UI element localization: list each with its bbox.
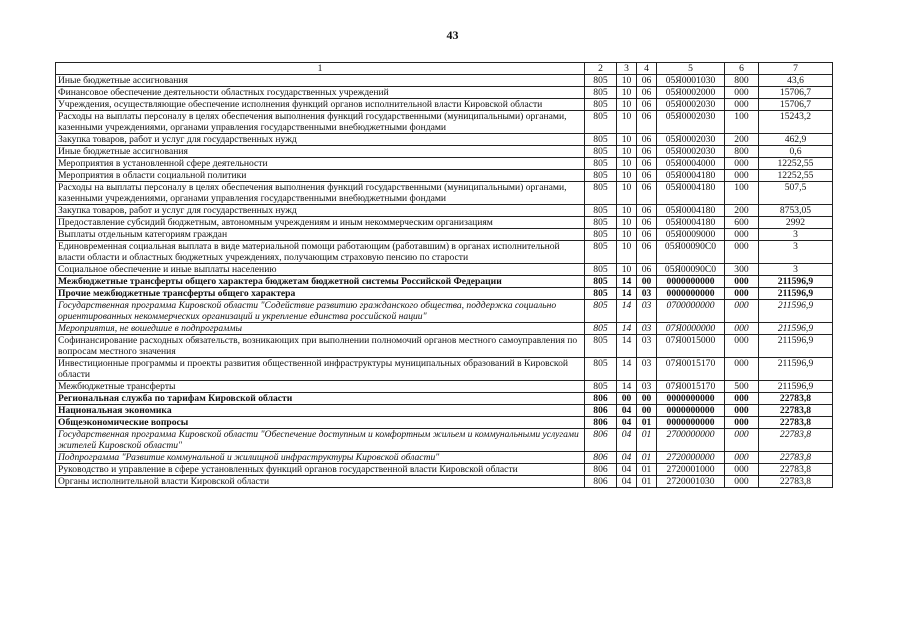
row-amount-cell: 211596,9 xyxy=(759,288,833,300)
row-section-cell: 14 xyxy=(617,358,637,381)
row-subsection-cell: 03 xyxy=(637,381,657,393)
column-header-6: 6 xyxy=(725,63,759,75)
row-subsection-cell: 00 xyxy=(637,405,657,417)
row-expense-type-cell: 200 xyxy=(725,205,759,217)
row-target-article-cell: 05Я0002000 xyxy=(657,87,725,99)
table-row xyxy=(56,452,833,464)
row-section-cell: 10 xyxy=(617,217,637,229)
row-target-article-cell: 07Я0000000 xyxy=(657,323,725,335)
row-expense-type-cell: 800 xyxy=(725,146,759,158)
row-code-cell: 805 xyxy=(585,229,617,241)
row-section-cell: 10 xyxy=(617,229,637,241)
row-section-cell: 14 xyxy=(617,381,637,393)
row-code-cell: 805 xyxy=(585,111,617,134)
row-name-cell: Социальное обеспечение и иные выплаты населению xyxy=(56,264,585,276)
table-row xyxy=(56,205,833,217)
column-header-5: 5 xyxy=(657,63,725,75)
row-section-cell: 10 xyxy=(617,75,637,87)
row-section-cell: 14 xyxy=(617,288,637,300)
row-subsection-cell: 03 xyxy=(637,288,657,300)
row-target-article-cell: 05Я0002030 xyxy=(657,111,725,134)
row-expense-type-cell: 000 xyxy=(725,476,759,488)
row-amount-cell: 2992 xyxy=(759,217,833,229)
table-row xyxy=(56,264,833,276)
row-section-cell: 10 xyxy=(617,170,637,182)
row-subsection-cell: 01 xyxy=(637,452,657,464)
table-header-row xyxy=(56,63,833,75)
row-name-cell: Закупка товаров, работ и услуг для государственных нужд xyxy=(56,205,585,217)
table-row xyxy=(56,111,833,134)
row-name-cell: Подпрограмма "Развитие коммунальной и жилищной инфраструктуры Кировской области" xyxy=(56,452,585,464)
row-amount-cell: 22783,8 xyxy=(759,429,833,452)
row-target-article-cell: 05Я00090С0 xyxy=(657,241,725,264)
row-subsection-cell: 06 xyxy=(637,111,657,134)
row-amount-cell: 15243,2 xyxy=(759,111,833,134)
row-code-cell: 805 xyxy=(585,99,617,111)
row-expense-type-cell: 000 xyxy=(725,276,759,288)
row-name-cell: Межбюджетные трансферты общего характера бюджетам бюджетной системы Российской Федерации xyxy=(56,276,585,288)
row-expense-type-cell: 100 xyxy=(725,182,759,205)
row-code-cell: 805 xyxy=(585,276,617,288)
row-code-cell: 805 xyxy=(585,264,617,276)
row-section-cell: 10 xyxy=(617,158,637,170)
row-name-cell: Финансовое обеспечение деятельности областных государственных учреждений xyxy=(56,87,585,99)
row-subsection-cell: 06 xyxy=(637,99,657,111)
row-subsection-cell: 06 xyxy=(637,229,657,241)
table-row xyxy=(56,99,833,111)
row-target-article-cell: 05Я0002030 xyxy=(657,134,725,146)
row-subsection-cell: 03 xyxy=(637,323,657,335)
row-target-article-cell: 0700000000 xyxy=(657,300,725,323)
row-amount-cell: 12252,55 xyxy=(759,170,833,182)
row-section-cell: 10 xyxy=(617,264,637,276)
row-subsection-cell: 06 xyxy=(637,75,657,87)
row-subsection-cell: 06 xyxy=(637,146,657,158)
row-target-article-cell: 05Я0004000 xyxy=(657,158,725,170)
column-header-7: 7 xyxy=(759,63,833,75)
row-subsection-cell: 01 xyxy=(637,417,657,429)
row-name-cell: Иные бюджетные ассигнования xyxy=(56,146,585,158)
row-code-cell: 805 xyxy=(585,288,617,300)
row-code-cell: 805 xyxy=(585,323,617,335)
row-subsection-cell: 03 xyxy=(637,300,657,323)
row-code-cell: 805 xyxy=(585,241,617,264)
row-subsection-cell: 06 xyxy=(637,264,657,276)
row-section-cell: 10 xyxy=(617,146,637,158)
row-amount-cell: 22783,8 xyxy=(759,452,833,464)
row-amount-cell: 462,9 xyxy=(759,134,833,146)
table-row xyxy=(56,241,833,264)
row-name-cell: Выплаты отдельным категориям граждан xyxy=(56,229,585,241)
row-name-cell: Расходы на выплаты персоналу в целях обеспечения выполнения функций государственными (муниципальными) органами, казенными учреждениями, органами управления государственными внебюджетными фондами xyxy=(56,182,585,205)
row-code-cell: 805 xyxy=(585,381,617,393)
row-section-cell: 10 xyxy=(617,241,637,264)
row-section-cell: 04 xyxy=(617,417,637,429)
row-expense-type-cell: 800 xyxy=(725,75,759,87)
row-amount-cell: 15706,7 xyxy=(759,99,833,111)
row-subsection-cell: 06 xyxy=(637,241,657,264)
row-name-cell: Национальная экономика xyxy=(56,405,585,417)
row-expense-type-cell: 000 xyxy=(725,358,759,381)
column-header-3: 3 xyxy=(617,63,637,75)
row-name-cell: Расходы на выплаты персоналу в целях обеспечения выполнения функций государственными (муниципальными) органами, казенными учреждениями, органами управления государственными внебюджетными фондами xyxy=(56,111,585,134)
column-header-2: 2 xyxy=(585,63,617,75)
row-code-cell: 806 xyxy=(585,393,617,405)
row-subsection-cell: 06 xyxy=(637,134,657,146)
row-section-cell: 14 xyxy=(617,335,637,358)
row-target-article-cell: 0000000000 xyxy=(657,288,725,300)
row-code-cell: 805 xyxy=(585,170,617,182)
row-target-article-cell: 05Я0004180 xyxy=(657,182,725,205)
row-target-article-cell: 0000000000 xyxy=(657,417,725,429)
row-section-cell: 14 xyxy=(617,323,637,335)
row-amount-cell: 15706,7 xyxy=(759,87,833,99)
row-name-cell: Софинансирование расходных обязательств, возникающих при выполнении полномочий органов местного самоуправления по вопросам местного значения xyxy=(56,335,585,358)
row-expense-type-cell: 000 xyxy=(725,158,759,170)
row-target-article-cell: 05Я0004180 xyxy=(657,170,725,182)
table-row xyxy=(56,393,833,405)
row-target-article-cell: 05Я0009000 xyxy=(657,229,725,241)
row-section-cell: 10 xyxy=(617,87,637,99)
row-section-cell: 04 xyxy=(617,429,637,452)
row-name-cell: Государственная программа Кировской области "Содействие развитию гражданского общества, поддержка социально ориентированных некоммерческих организаций и укрепление единства российской нации" xyxy=(56,300,585,323)
row-code-cell: 805 xyxy=(585,300,617,323)
row-code-cell: 806 xyxy=(585,405,617,417)
row-code-cell: 805 xyxy=(585,158,617,170)
row-name-cell: Иные бюджетные ассигнования xyxy=(56,75,585,87)
row-name-cell: Единовременная социальная выплата в виде материальной помощи работающим (работавшим) в органах исполнительной власти области и областных бюджетных учреждениях, получающим страховую пенсию по старости xyxy=(56,241,585,264)
row-code-cell: 805 xyxy=(585,217,617,229)
row-section-cell: 04 xyxy=(617,464,637,476)
row-name-cell: Мероприятия, не вошедшие в подпрограммы xyxy=(56,323,585,335)
table-row xyxy=(56,182,833,205)
row-target-article-cell: 05Я0002030 xyxy=(657,146,725,158)
row-amount-cell: 211596,9 xyxy=(759,335,833,358)
row-expense-type-cell: 000 xyxy=(725,335,759,358)
row-section-cell: 10 xyxy=(617,134,637,146)
row-name-cell: Общеэкономические вопросы xyxy=(56,417,585,429)
row-target-article-cell: 05Я0001030 xyxy=(657,75,725,87)
row-amount-cell: 211596,9 xyxy=(759,381,833,393)
table-row xyxy=(56,276,833,288)
row-expense-type-cell: 000 xyxy=(725,300,759,323)
row-amount-cell: 3 xyxy=(759,229,833,241)
row-target-article-cell: 2720000000 xyxy=(657,452,725,464)
table-row xyxy=(56,300,833,323)
row-subsection-cell: 06 xyxy=(637,170,657,182)
row-section-cell: 04 xyxy=(617,476,637,488)
row-subsection-cell: 06 xyxy=(637,217,657,229)
row-target-article-cell: 05Я0004180 xyxy=(657,217,725,229)
row-target-article-cell: 05Я0002030 xyxy=(657,99,725,111)
row-section-cell: 04 xyxy=(617,405,637,417)
row-code-cell: 805 xyxy=(585,134,617,146)
row-expense-type-cell: 600 xyxy=(725,217,759,229)
table-row xyxy=(56,323,833,335)
row-subsection-cell: 03 xyxy=(637,335,657,358)
row-section-cell: 10 xyxy=(617,182,637,205)
row-amount-cell: 211596,9 xyxy=(759,276,833,288)
row-code-cell: 805 xyxy=(585,75,617,87)
row-amount-cell: 22783,8 xyxy=(759,393,833,405)
row-expense-type-cell: 000 xyxy=(725,323,759,335)
row-amount-cell: 8753,05 xyxy=(759,205,833,217)
row-subsection-cell: 06 xyxy=(637,87,657,99)
row-amount-cell: 3 xyxy=(759,241,833,264)
table-body xyxy=(56,63,833,488)
row-section-cell: 10 xyxy=(617,111,637,134)
row-amount-cell: 22783,8 xyxy=(759,417,833,429)
row-amount-cell: 211596,9 xyxy=(759,300,833,323)
table-row xyxy=(56,417,833,429)
row-amount-cell: 22783,8 xyxy=(759,464,833,476)
column-header-4: 4 xyxy=(637,63,657,75)
row-target-article-cell: 07Я0015170 xyxy=(657,358,725,381)
row-expense-type-cell: 000 xyxy=(725,452,759,464)
row-name-cell: Межбюджетные трансферты xyxy=(56,381,585,393)
row-name-cell: Государственная программа Кировской области "Обеспечение доступным и комфортным жильем и коммунальными услугами жителей Кировской области" xyxy=(56,429,585,452)
row-subsection-cell: 01 xyxy=(637,464,657,476)
table-row xyxy=(56,288,833,300)
row-target-article-cell: 2720001030 xyxy=(657,476,725,488)
row-target-article-cell: 0000000000 xyxy=(657,405,725,417)
row-expense-type-cell: 000 xyxy=(725,241,759,264)
row-code-cell: 806 xyxy=(585,429,617,452)
table-row xyxy=(56,229,833,241)
row-code-cell: 806 xyxy=(585,452,617,464)
table-row xyxy=(56,75,833,87)
row-name-cell: Предоставление субсидий бюджетным, автономным учреждениям и иным некоммерческим организациям xyxy=(56,217,585,229)
row-amount-cell: 22783,8 xyxy=(759,476,833,488)
row-section-cell: 04 xyxy=(617,452,637,464)
row-amount-cell: 0,6 xyxy=(759,146,833,158)
page-number: 43 xyxy=(446,28,459,42)
row-name-cell: Мероприятия в установленной сфере деятельности xyxy=(56,158,585,170)
row-expense-type-cell: 200 xyxy=(725,134,759,146)
row-name-cell: Учреждения, осуществляющие обеспечение исполнения функций органов исполнительной власти Кировской области xyxy=(56,99,585,111)
row-name-cell: Мероприятия в области социальной политики xyxy=(56,170,585,182)
row-subsection-cell: 01 xyxy=(637,476,657,488)
row-code-cell: 805 xyxy=(585,87,617,99)
row-amount-cell: 211596,9 xyxy=(759,358,833,381)
row-amount-cell: 3 xyxy=(759,264,833,276)
table-row xyxy=(56,170,833,182)
row-section-cell: 14 xyxy=(617,276,637,288)
row-code-cell: 806 xyxy=(585,417,617,429)
table-row xyxy=(56,146,833,158)
row-name-cell: Руководство и управление в сфере установленных функций органов государственной власти Кировской области xyxy=(56,464,585,476)
row-name-cell: Инвестиционные программы и проекты развития общественной инфраструктуры муниципальных образований в Кировской области xyxy=(56,358,585,381)
row-target-article-cell: 0000000000 xyxy=(657,393,725,405)
row-expense-type-cell: 000 xyxy=(725,99,759,111)
row-target-article-cell: 2700000000 xyxy=(657,429,725,452)
column-header-1: 1 xyxy=(56,63,585,75)
row-amount-cell: 507,5 xyxy=(759,182,833,205)
row-target-article-cell: 0000000000 xyxy=(657,276,725,288)
table-row xyxy=(56,429,833,452)
row-code-cell: 805 xyxy=(585,358,617,381)
row-name-cell: Закупка товаров, работ и услуг для государственных нужд xyxy=(56,134,585,146)
row-code-cell: 806 xyxy=(585,476,617,488)
row-expense-type-cell: 000 xyxy=(725,288,759,300)
table-row xyxy=(56,335,833,358)
row-expense-type-cell: 000 xyxy=(725,393,759,405)
row-code-cell: 805 xyxy=(585,205,617,217)
row-target-article-cell: 07Я0015170 xyxy=(657,381,725,393)
row-code-cell: 806 xyxy=(585,464,617,476)
row-amount-cell: 211596,9 xyxy=(759,323,833,335)
budget-table xyxy=(55,62,833,488)
row-amount-cell: 12252,55 xyxy=(759,158,833,170)
table-row xyxy=(56,217,833,229)
table-row xyxy=(56,158,833,170)
row-amount-cell: 22783,8 xyxy=(759,405,833,417)
row-expense-type-cell: 000 xyxy=(725,229,759,241)
row-expense-type-cell: 000 xyxy=(725,417,759,429)
row-name-cell: Прочие межбюджетные трансферты общего характера xyxy=(56,288,585,300)
row-subsection-cell: 03 xyxy=(637,358,657,381)
row-target-article-cell: 05Я0004180 xyxy=(657,205,725,217)
table-row xyxy=(56,405,833,417)
row-expense-type-cell: 000 xyxy=(725,405,759,417)
row-subsection-cell: 01 xyxy=(637,429,657,452)
row-expense-type-cell: 500 xyxy=(725,381,759,393)
row-subsection-cell: 06 xyxy=(637,182,657,205)
row-target-article-cell: 2720001000 xyxy=(657,464,725,476)
row-target-article-cell: 07Я0015000 xyxy=(657,335,725,358)
table-row xyxy=(56,134,833,146)
row-name-cell: Органы исполнительной власти Кировской области xyxy=(56,476,585,488)
row-section-cell: 10 xyxy=(617,205,637,217)
row-amount-cell: 43,6 xyxy=(759,75,833,87)
table-row xyxy=(56,381,833,393)
row-code-cell: 805 xyxy=(585,335,617,358)
table-row xyxy=(56,358,833,381)
row-target-article-cell: 05Я00090С0 xyxy=(657,264,725,276)
row-expense-type-cell: 300 xyxy=(725,264,759,276)
row-section-cell: 00 xyxy=(617,393,637,405)
row-subsection-cell: 00 xyxy=(637,276,657,288)
row-expense-type-cell: 000 xyxy=(725,464,759,476)
table-row xyxy=(56,87,833,99)
row-expense-type-cell: 100 xyxy=(725,111,759,134)
row-code-cell: 805 xyxy=(585,182,617,205)
table-row xyxy=(56,476,833,488)
row-expense-type-cell: 000 xyxy=(725,170,759,182)
row-name-cell: Региональная служба по тарифам Кировской области xyxy=(56,393,585,405)
table-row xyxy=(56,464,833,476)
row-section-cell: 10 xyxy=(617,99,637,111)
row-section-cell: 14 xyxy=(617,300,637,323)
row-expense-type-cell: 000 xyxy=(725,87,759,99)
row-subsection-cell: 06 xyxy=(637,205,657,217)
row-subsection-cell: 00 xyxy=(637,393,657,405)
row-expense-type-cell: 000 xyxy=(725,429,759,452)
row-code-cell: 805 xyxy=(585,146,617,158)
row-subsection-cell: 06 xyxy=(637,158,657,170)
